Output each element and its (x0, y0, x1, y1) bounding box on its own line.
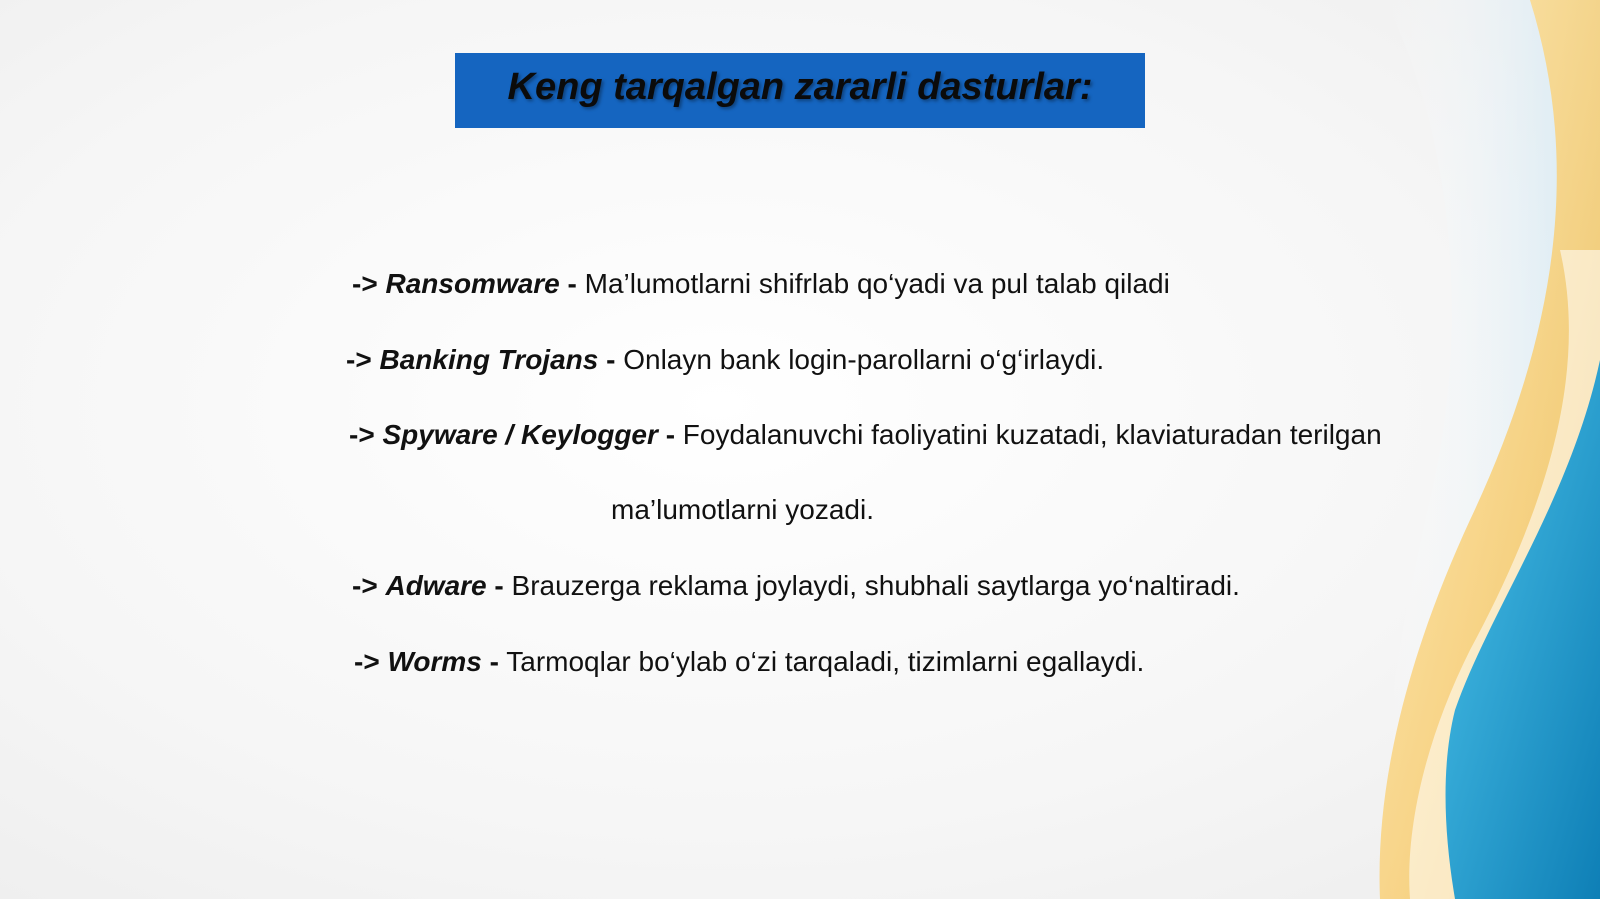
item-dash: - (567, 268, 577, 299)
item-description: Tarmoqlar bo‘ylab o‘zi tarqaladi, tizimlarni egallaydi. (506, 646, 1145, 677)
arrow-marker: -> (349, 419, 375, 450)
list-item-banking-trojans (346, 343, 1104, 377)
item-term: Ransomware (385, 268, 560, 299)
item-dash: - (489, 646, 499, 677)
list-item-spyware-keylogger (349, 418, 1382, 452)
slide-title: Keng tarqalgan zararli dasturlar: (507, 66, 1093, 108)
list-item-ransomware (352, 267, 1170, 301)
item-term: Adware (385, 570, 487, 601)
arrow-marker: -> (346, 344, 372, 375)
item-dash: - (606, 344, 616, 375)
item-term: Banking Trojans (379, 344, 599, 375)
list-item-adware (352, 569, 1240, 603)
arrow-marker: -> (354, 646, 380, 677)
item-dash: - (494, 570, 504, 601)
item-description: Ma’lumotlarni shifrlab qo‘yadi va pul talab qiladi (584, 268, 1170, 299)
list-item-spyware-continuation (611, 493, 874, 527)
item-term: Worms (387, 646, 482, 677)
item-description: Brauzerga reklama joylaydi, shubhali saytlarga yo‘naltiradi. (511, 570, 1240, 601)
item-dash: - (665, 419, 676, 450)
item-description: Onlayn bank login-parollarni o‘g‘irlaydi. (623, 344, 1105, 375)
title-banner (455, 53, 1145, 128)
arrow-marker: -> (352, 268, 378, 299)
arrow-marker: -> (352, 570, 378, 601)
item-term: Spyware / Keylogger (382, 419, 658, 450)
item-description-continuation: ma’lumotlarni yozadi. (611, 494, 874, 525)
item-description: Foydalanuvchi faoliyatini kuzatadi, klaviaturadan terilgan (682, 419, 1382, 450)
list-item-worms (354, 645, 1144, 679)
